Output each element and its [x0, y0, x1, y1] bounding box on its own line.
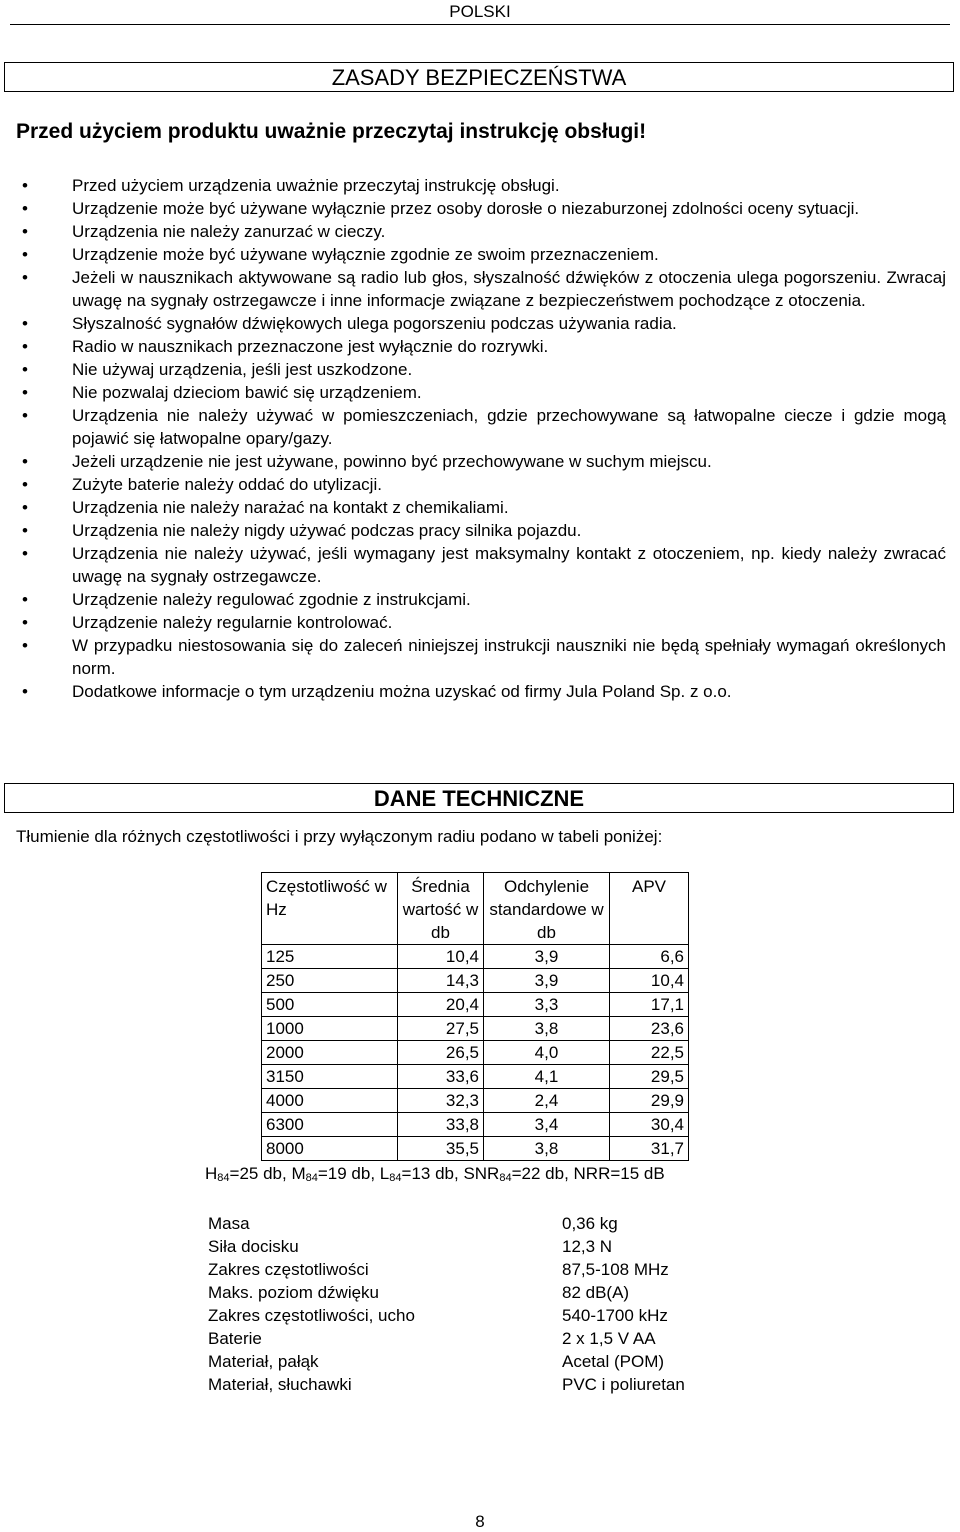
l-label: L: [379, 1164, 390, 1183]
cell-apv: 31,7: [610, 1137, 689, 1161]
column-header-deviation: Odchylenie standardowe w db: [484, 873, 610, 945]
cell-deviation: 3,8: [484, 1137, 610, 1161]
cell-apv: 23,6: [610, 1017, 689, 1041]
spec-value: Acetal (POM): [562, 1352, 665, 1371]
list-item: • Dodatkowe informacje o tym urządzeniu można uzyskać od firmy Jula Poland Sp. z o.o.: [0, 680, 946, 703]
spec-label: Zakres częstotliwości: [208, 1260, 369, 1279]
list-item: • Nie używaj urządzenia, jeśli jest uszkodzone.: [0, 358, 946, 381]
cell-apv: 10,4: [610, 969, 689, 993]
column-header-apv: APV: [610, 873, 689, 945]
spec-value: 12,3 N: [562, 1237, 613, 1256]
snr-value: =22 db,: [511, 1164, 574, 1183]
list-item: • Urządzenia nie należy zanurzać w cieczy.: [0, 220, 946, 243]
l-subscript: 84: [389, 1172, 402, 1184]
cell-deviation: 3,8: [484, 1017, 610, 1041]
table-row: [262, 1017, 689, 1041]
spec-value: 2 x 1,5 V AA: [562, 1329, 656, 1348]
cell-mean: 27,5: [398, 1017, 484, 1041]
spec-value: 87,5-108 MHz: [562, 1260, 669, 1279]
l-value: =13 db,: [401, 1164, 464, 1183]
cell-mean: 35,5: [398, 1137, 484, 1161]
nrr-value: NRR=15 dB: [573, 1164, 665, 1183]
spec-value: 82 dB(A): [562, 1283, 630, 1302]
safety-subtitle: Przed użyciem produktu uważnie przeczytaj instrukcję obsługi!: [16, 120, 647, 143]
snr-subscript: 84: [499, 1172, 512, 1184]
cell-frequency: 250: [262, 969, 398, 993]
table-header-row: [262, 873, 689, 945]
cell-frequency: 8000: [262, 1137, 398, 1161]
spec-label: Materiał, słuchawki: [208, 1375, 352, 1394]
list-item: • Nie pozwalaj dzieciom bawić się urządzeniem.: [0, 381, 946, 404]
attenuation-table: [261, 872, 689, 1161]
cell-frequency: 1000: [262, 1017, 398, 1041]
table-row: [262, 969, 689, 993]
column-header-frequency: Częstotliwość w Hz: [262, 873, 398, 945]
cell-deviation: 2,4: [484, 1089, 610, 1113]
header-divider: [10, 24, 950, 25]
cell-apv: 30,4: [610, 1113, 689, 1137]
list-item: • Urządzenie należy regulować zgodnie z instrukcjami.: [0, 588, 946, 611]
list-item: • Słyszalność sygnałów dźwiękowych ulega pogorszeniu podczas używania radia.: [0, 312, 946, 335]
cell-apv: 17,1: [610, 993, 689, 1017]
list-item: • Urządzenia nie należy nigdy używać podczas pracy silnika pojazdu.: [0, 519, 946, 542]
table-row: [262, 945, 689, 969]
list-item: • Przed użyciem urządzenia uważnie przeczytaj instrukcję obsługi.: [0, 174, 946, 197]
list-item: • Urządzenie może być używane wyłącznie przez osoby dorosłe o niezaburzonej zdolności oceny sytuacji.: [0, 197, 946, 220]
cell-mean: 33,8: [398, 1113, 484, 1137]
list-item: • Jeżeli urządzenie nie jest używane, powinno być przechowywane w suchym miejscu.: [0, 450, 946, 473]
spec-label: Masa: [208, 1214, 250, 1233]
list-item: • Urządzenie należy regularnie kontrolować.: [0, 611, 946, 634]
cell-deviation: 3,4: [484, 1113, 610, 1137]
tech-heading: DANE TECHNICZNE: [4, 783, 954, 813]
noise-ratings: [205, 1164, 665, 1184]
cell-mean: 33,6: [398, 1065, 484, 1089]
tech-intro: Tłumienie dla różnych częstotliwości i przy wyłączonym radiu podano w tabeli poniżej:: [16, 827, 663, 846]
m-value: =19 db,: [317, 1164, 380, 1183]
cell-apv: 22,5: [610, 1041, 689, 1065]
list-item: • Radio w nausznikach przeznaczone jest wyłącznie do rozrywki.: [0, 335, 946, 358]
h-value: =25 db,: [229, 1164, 292, 1183]
spec-label: Siła docisku: [208, 1237, 299, 1256]
cell-mean: 20,4: [398, 993, 484, 1017]
spec-value: 540-1700 kHz: [562, 1306, 668, 1325]
list-item: • Urządzenia nie należy używać, jeśli wymagany jest maksymalny kontakt z otoczeniem, np. kiedy należy zwracać uwagę na sygnały ostrzegawcze.: [0, 542, 946, 588]
list-item: • Urządzenie może być używane wyłącznie zgodnie ze swoim przeznaczeniem.: [0, 243, 946, 266]
cell-mean: 10,4: [398, 945, 484, 969]
list-item: • Jeżeli w nausznikach aktywowane są radio lub głos, słyszalność dźwięków z otoczenia ulega pogorszeniu. Zwracaj uwagę na sygnały ostrzegawcze i inne informacje związane z bezpieczeństwem pochodzące z otoczenia.: [0, 266, 946, 312]
table-row: [262, 1089, 689, 1113]
cell-apv: 29,5: [610, 1065, 689, 1089]
cell-apv: 6,6: [610, 945, 689, 969]
cell-deviation: 3,3: [484, 993, 610, 1017]
cell-mean: 32,3: [398, 1089, 484, 1113]
spec-value: PVC i poliuretan: [562, 1375, 685, 1394]
spec-value: 0,36 kg: [562, 1214, 618, 1233]
cell-frequency: 6300: [262, 1113, 398, 1137]
page-number: 8: [475, 1512, 485, 1531]
h-label: H: [205, 1164, 218, 1183]
m-subscript: 84: [305, 1172, 318, 1184]
table-row: [262, 1065, 689, 1089]
table-row: [262, 1137, 689, 1161]
spec-label: Maks. poziom dźwięku: [208, 1283, 380, 1302]
snr-label: SNR: [463, 1164, 500, 1183]
column-header-mean: Średnia wartość w db: [398, 873, 484, 945]
cell-apv: 29,9: [610, 1089, 689, 1113]
cell-deviation: 3,9: [484, 969, 610, 993]
safety-list: [0, 174, 946, 703]
cell-mean: 26,5: [398, 1041, 484, 1065]
cell-mean: 14,3: [398, 969, 484, 993]
m-label: M: [291, 1164, 306, 1183]
list-item: • Zużyte baterie należy oddać do utylizacji.: [0, 473, 946, 496]
cell-deviation: 4,1: [484, 1065, 610, 1089]
cell-deviation: 4,0: [484, 1041, 610, 1065]
table-row: [262, 1113, 689, 1137]
list-item: • Urządzenia nie należy narażać na kontakt z chemikaliami.: [0, 496, 946, 519]
spec-label: Materiał, pałąk: [208, 1352, 319, 1371]
table-body: [262, 945, 689, 1161]
cell-frequency: 3150: [262, 1065, 398, 1089]
cell-frequency: 2000: [262, 1041, 398, 1065]
cell-frequency: 4000: [262, 1089, 398, 1113]
header-language: POLSKI: [449, 2, 511, 21]
safety-heading: ZASADY BEZPIECZEŃSTWA: [4, 62, 954, 92]
table-row: [262, 993, 689, 1017]
cell-deviation: 3,9: [484, 945, 610, 969]
spec-label: Zakres częstotliwości, ucho: [208, 1306, 415, 1325]
list-item: • W przypadku niestosowania się do zaleceń niniejszej instrukcji nauszniki nie będą spełniały wymagań określonych norm.: [0, 634, 946, 680]
spec-label: Baterie: [208, 1329, 262, 1348]
table-row: [262, 1041, 689, 1065]
cell-frequency: 500: [262, 993, 398, 1017]
cell-frequency: 125: [262, 945, 398, 969]
h-subscript: 84: [217, 1172, 230, 1184]
list-item: • Urządzenia nie należy używać w pomieszczeniach, gdzie przechowywane są łatwopalne ciecze i gdzie mogą pojawić się łatwopalne opary/gazy.: [0, 404, 946, 450]
